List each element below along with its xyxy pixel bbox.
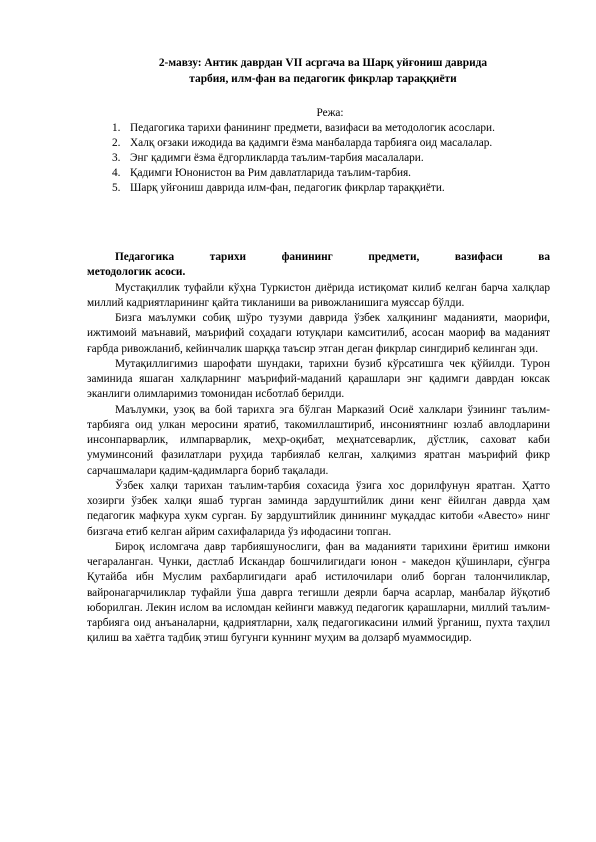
plan-item-number: 2.: [112, 137, 121, 149]
paragraph: Маълумки, узоқ ва бой тарихга эга бўлган Марказий Осиё халклари ўзининг таълим-тарбияга оид улкан меросини яратиб, такомиллаштириб, инсониятнинг юзлаб авлодларини инсонпарварлик, илмпарварлик, меҳр-оқибат, меҳнатсеварлик, дўстлик, саховат каби умуминсоний фазилатлари руҳида тарбиялаб келган, халқимиз яратган маърифий фикр сарчашмалари қадим-қадимларга бориб тақалади.: [87, 403, 550, 477]
paragraph: Бироқ исломгача давр тарбияшунослиги, фан ва маданияти тарихини ёритиш имкони чегараланган. Чунки, дастлаб Искандар бошчилигидаги юнон - македон қўшинлари, сўнгра Қутайба ибн Муслим рахбарлигидаги араб истилочилари олиб борган талончиликлар, вайронагарчиликлар туфайли ўша даврга тегишли деярли барча асарлар, манбалар йўқотиб юборилган. Лекин ислом ва исломдан кейинги мавжуд педагогик қарашларни, миллий таълим-тарбияга оид анъаналарни, қадриятларни, халқ педагогикасини илмий ўрганиш, пухта таҳлил қилиш ва хаётга тадбиқ этиш бугунги куннинг муҳим ва долзарб муаммосидир.: [87, 540, 550, 645]
plan-list: [112, 121, 550, 196]
paragraph: Бизга маълумки собиқ шўро тузуми даврида ўзбек халқининг маданияти, маорифи, ижтимоий маънавий, маърифий соҳадаги ютуқлари камситилиб, асосан маориф ва маданият ғарбда ривожланиб, кейинчалик шарққа таъсир этган деган фикрлар сингдириб келинган эди.: [87, 312, 550, 355]
plan-item: [112, 121, 550, 136]
plan-item-number: 3.: [112, 152, 121, 164]
topic-title-line-2: тарбия, илм-фан ва педагогик фикрлар тараққиёти: [189, 73, 457, 85]
topic-title: [88, 55, 558, 87]
paragraph: Мутақиллигимиз шарофати шундаки, тарихни бузиб кўрсатишга чек қўйилди. Турон заминида яшаган халқларнинг маърифий-маданий қарашлари энг қадимги даврдан юксак эканлиги олимларимиз томонидан исботлаб берилди.: [87, 357, 550, 401]
plan-item-text: Энг қадимги ёзма ёдгорликларда таълим-тарбия масалалари.: [130, 152, 424, 164]
plan-item-text: Қадимги Юнонистон ва Рим давлатларида таълим-тарбия.: [130, 167, 412, 179]
plan-item-text: Халқ оғзаки ижодида ва қадимги ёзма манбаларда тарбияга оид масалалар.: [130, 137, 493, 149]
plan-item-number: 1.: [112, 122, 121, 134]
section-body: [87, 250, 550, 647]
plan-item-number: 5.: [112, 182, 121, 194]
plan-item: [112, 166, 550, 181]
paragraph: Мустақиллик туфайли кўҳна Туркистон диёрида истиқомат килиб келган барча халқлар миллий кадриятларининг қайта тикланиши ва ривожланишига муяссар бўлди.: [87, 281, 550, 309]
plan-item: [112, 151, 550, 166]
plan-item-number: 4.: [112, 167, 121, 179]
section-heading-line-2: методологик асоси.: [87, 266, 186, 279]
plan-item: [112, 181, 550, 196]
section-heading-line-1: Педагогика тарихи фанининг предмети, вазифаси ва: [115, 251, 550, 263]
plan-item: [112, 136, 550, 151]
plan-item-text: Педагогика тарихи фанининг предмети, вазифаси ва методологик асослари.: [130, 122, 495, 134]
paragraph: Ўзбек халқи тарихан таълим-тарбия сохасида ўзига хос дорилфунун яратган. Ҳатто хозирги ўзбек халқи яшаб турган заминда зардуштийлик дини кенг ёйилган даврда ҳам педагогик мафкура хукм сурган. Бу зардуштийлик динининг муқаддас китоби «Авесто» нинг бизгача етиб келган айрим сахифаларида ўз ифодасини топган.: [87, 479, 550, 538]
plan-heading: Режа:: [316, 107, 344, 119]
plan-item-text: Шарқ уйғониш даврида илм-фан, педагогик фикрлар тараққиёти.: [130, 182, 445, 194]
topic-title-line-1: 2-мавзу: Антик даврдан VII асргача ва Шарқ уйғониш даврида: [158, 57, 488, 69]
